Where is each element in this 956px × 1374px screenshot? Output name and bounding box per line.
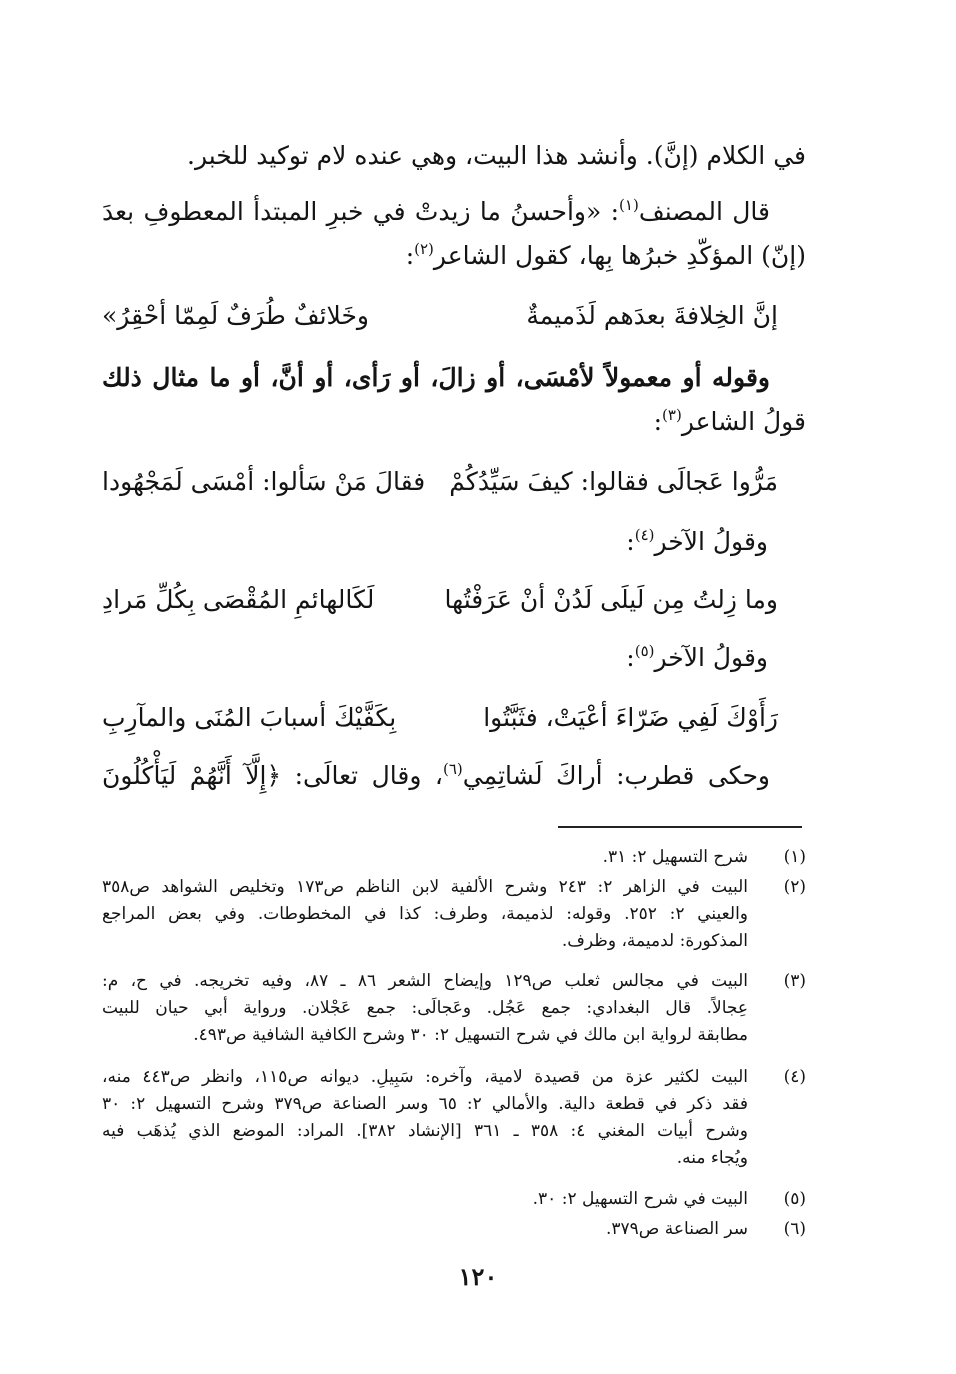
- footnote-text: ويُجاء منه.: [676, 1148, 748, 1168]
- footnote-item: [102, 874, 806, 955]
- footnote-ref[interactable]: (٣): [662, 406, 682, 424]
- body-text: ، وقال تعالَى: ﴿إِلَّآ أَنَّهُمْ لَيَأْكُلُونَ: [102, 761, 443, 790]
- footnote-item: [102, 844, 806, 871]
- footnote-text: وشرح أبيات المغني ٤: ٣٥٨ ـ ٣٦١ [الإنشاد ٣٨٢]. المراد: الموضع الذي يُذهَب فيه: [102, 1121, 748, 1141]
- verse-hemistich-second: وخَلائفٌ طُرَفٌ لَمِمّا أحْقِرُ»: [102, 301, 370, 330]
- body-text: :: [653, 407, 663, 436]
- verse-hemistich-second: لَكَالهائمِ المُقْصَى بِكُلِّ مَرادِ: [102, 585, 375, 614]
- body-text: وقولُ الآخر: [654, 527, 768, 556]
- verse-line: [102, 576, 806, 624]
- body-text: : «وأحسنُ ما زيدتْ في خبرِ المبتدأ المعطوفِ بعدَ: [102, 197, 620, 226]
- footnote-item: [102, 1186, 806, 1213]
- footnote-ref[interactable]: (٢): [414, 240, 434, 258]
- body-text: وقولُ الآخر: [654, 643, 768, 672]
- footnote-text: عِجالاً. قال البغدادي: جمع عَجُل. وعَجالَى: جمع عَجْلان. ورواية أبي حيان للبيت: [102, 998, 748, 1018]
- footnote-text: والعيني ٢: ٢٥٢. وقوله: لذميمة، وطرف: كذا في المخطوطات. وفي بعض المراجع: [102, 904, 748, 924]
- footnote-text: فقد ذكر في قطعة دالية. والأمالي ٢: ٦٥ وسر الصناعة ص٣٧٩ وشرح التسهيل ٢: ٣٠: [102, 1094, 749, 1114]
- body-text: :: [626, 527, 635, 556]
- body-line: [102, 358, 806, 398]
- footnote-ref[interactable]: (٦): [443, 760, 463, 778]
- body-line: [654, 402, 806, 442]
- footnote-ref[interactable]: (٥): [634, 642, 655, 660]
- body-line: [102, 192, 806, 232]
- verse-hemistich-first: وما زِلتُ مِن لَيلَى لَدُنْ أنْ عَرَفْتُها: [444, 585, 778, 614]
- body-text: وحكى قطرب: أراكَ لَشاتِمِي: [462, 761, 770, 790]
- footnote-text: البيت في مجالس ثعلب ص١٢٩ وإيضاح الشعر ٨٦ ـ ٨٧، وفيه تخريجه. في ح، م:: [102, 971, 749, 991]
- body-text: قال المصنف: [638, 197, 770, 226]
- body-text: وقوله أو معمولاً لأمْسَى، أو زالَ، أو رَأى، أو أنَّ، أو ما مثال ذلك: [102, 363, 770, 392]
- verse-line: [102, 694, 806, 742]
- footnote-number: (١): [783, 847, 806, 867]
- verse-hemistich-second: فقالَ مَنْ سَألوا: أمْسَى لَمَجْهُودا: [102, 467, 426, 496]
- footnote-ref[interactable]: (١): [619, 196, 639, 214]
- footnote-number: (٣): [783, 971, 806, 991]
- footnote-item: [102, 968, 806, 1049]
- footnote-text: سر الصناعة ص٣٧٩.: [605, 1219, 748, 1239]
- footnote-text: مطابقة لرواية ابن مالك في شرح التسهيل ٢: ٣٠ وشرح الكافية الشافية ص٤٩٣.: [193, 1025, 748, 1045]
- body-line: [406, 236, 806, 276]
- verse-hemistich-first: مَرُّوا عَجالَى فقالوا: كيفَ سَيِّدُكُمْ: [449, 467, 778, 496]
- body-line: [626, 522, 768, 562]
- page-number: ١٢٠: [458, 1262, 498, 1291]
- footnote-text: المذكورة: لدميمة، وظرف.: [561, 931, 748, 951]
- body-text: في الكلام (إنَّ). وأنشد هذا البيت، وهي عنده لام توكيد للخبر.: [187, 141, 806, 170]
- footnote-text: البيت في الزاهر ٢: ٢٤٣ وشرح الألفية لابن الناظم ص١٧٣ وتخليص الشواهد ص٣٥٨: [102, 877, 749, 897]
- footnote-number: (٤): [783, 1067, 806, 1087]
- body-text: قولُ الشاعر: [681, 407, 806, 436]
- footnote-item: [102, 1216, 806, 1243]
- body-line: [102, 756, 806, 796]
- verse-line: [102, 292, 806, 340]
- footnote-text: البيت لكثير عزة من قصيدة لامية، وآخره: سَبِيلِ. ديوانه ص١١٥، وانظر ص٤٤٣ منه،: [102, 1067, 748, 1087]
- verse-line: [102, 458, 806, 506]
- footnote-ref[interactable]: (٤): [634, 526, 655, 544]
- footnote-number: (٥): [783, 1189, 806, 1209]
- body-text: (إنّ) المؤكّدِ خبرُها بِها، كقول الشاعر: [433, 241, 806, 270]
- verse-hemistich-first: رَأَوْكَ لَفِي ضَرّاءَ أعْيَتْ، فثَبَّتُوا: [483, 703, 778, 732]
- verse-hemistich-first: إنَّ الخِلافةَ بعدَهم لَذَميمةٌ: [526, 301, 778, 330]
- footnote-number: (٢): [783, 877, 806, 897]
- footnote-number: (٦): [783, 1219, 806, 1239]
- body-line: [187, 136, 806, 176]
- footnote-separator: [558, 826, 802, 828]
- body-text: :: [405, 241, 415, 270]
- verse-hemistich-second: بِكَفَّيْكَ أسبابَ المُنَى والمآرِبِ: [102, 703, 397, 732]
- footnote-text: البيت في شرح التسهيل ٢: ٣٠.: [532, 1189, 748, 1209]
- footnote-text: شرح التسهيل ٢: ٣١.: [602, 847, 748, 867]
- body-line: [626, 638, 768, 678]
- footnote-item: [102, 1064, 806, 1172]
- body-text: :: [626, 643, 635, 672]
